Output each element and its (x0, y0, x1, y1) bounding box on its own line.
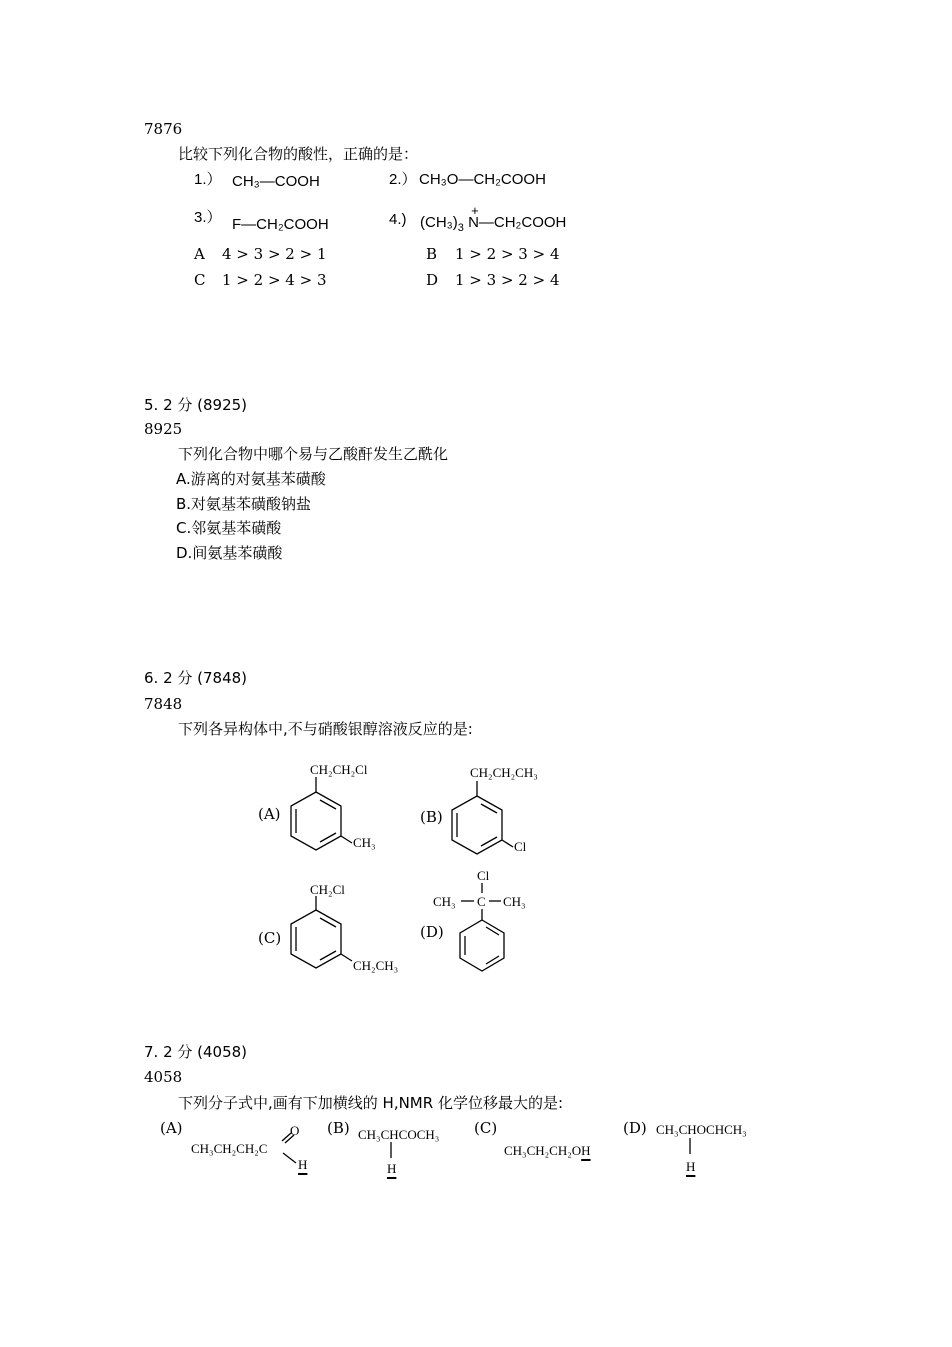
option-b-formula: CH₃CHCOCH₃ (358, 1127, 440, 1142)
option-a: A.游离的对氨基苯磺酸 (176, 470, 326, 488)
structure-a-sub-group: CH₃ (353, 835, 376, 850)
option-b-label: (B) (327, 1119, 350, 1137)
option-d: D.间氨基苯磺酸 (176, 544, 283, 562)
option-a-hydrogen: H (298, 1157, 308, 1172)
structure-d-label: (D) (420, 923, 444, 941)
compound-2-label: 2.） (389, 171, 417, 188)
option-d-letter: D (426, 271, 439, 289)
option-a-oxygen: O (290, 1123, 300, 1138)
structure-b-label: (B) (420, 808, 443, 826)
option-d-formula: CH₃CHOCHCH₃ (656, 1122, 747, 1137)
structure-b-sub-group: Cl (514, 839, 527, 854)
question-code: 7876 (144, 120, 183, 138)
structure-d-right-methyl: CH₃ (503, 894, 526, 909)
question-stem: 下列化合物中哪个易与乙酸酐发生乙酰化 (178, 445, 449, 463)
structure-d-cl: Cl (477, 868, 490, 883)
option-d-label: (D) (623, 1119, 647, 1137)
option-a-letter: A (194, 245, 205, 263)
question-code: 4058 (144, 1068, 183, 1086)
structure-a-label: (A) (258, 805, 281, 823)
question-stem: 下列分子式中,画有下加横线的 H,NMR 化学位移最大的是: (178, 1094, 563, 1112)
question-header: 7. 2 分 (4058) (144, 1043, 248, 1061)
compound-1-formula: CH₃—COOH (232, 173, 320, 190)
option-b-hydrogen: H (387, 1161, 397, 1176)
compound-3-formula: F—CH₂COOH (232, 216, 329, 233)
compound-1-label: 1.） (194, 171, 222, 188)
question-code: 8925 (144, 420, 183, 438)
question-stem: 下列各异构体中,不与硝酸银醇溶液反应的是: (178, 720, 473, 738)
option-c: C.邻氨基苯磺酸 (176, 519, 282, 537)
structure-c-top-group: CH₂Cl (310, 882, 345, 897)
compound-4-charge: + (471, 203, 479, 218)
compound-4-label: 4.) (389, 211, 407, 228)
option-a-formula: CH₃CH₂CH₂C (191, 1141, 268, 1156)
structure-c-label: (C) (258, 929, 282, 947)
structure-d-left-methyl: CH₃ (433, 894, 456, 909)
compound-4-suffix: N—CH₂COOH (468, 214, 567, 231)
option-c-formula-text: CH₃CH₂CH₂O (504, 1143, 582, 1158)
question-code: 7848 (144, 695, 183, 713)
question-header: 5. 2 分 (8925) (144, 396, 248, 414)
option-c-text: 1 > 2 > 4 > 3 (222, 271, 327, 289)
option-d-hydrogen: H (686, 1159, 696, 1174)
structure-c-sub-group: CH₂CH₃ (353, 958, 399, 973)
option-b: B.对氨基苯磺酸钠盐 (176, 495, 312, 513)
option-b-letter: B (426, 245, 438, 263)
compound-2-formula: CH₃O—CH₂COOH (419, 171, 546, 188)
compound-4-subscript: 3 (457, 222, 464, 234)
structure-a-top-group: CH₂CH₂Cl (310, 762, 368, 777)
option-c-hydrogen: H (581, 1143, 591, 1158)
compound-3-label: 3.） (194, 209, 222, 226)
option-a-label: (A) (160, 1119, 183, 1137)
compound-4-prefix: (CH₃) (420, 214, 458, 231)
question-header: 6. 2 分 (7848) (144, 669, 248, 687)
structure-b-top-group: CH₂CH₂CH₃ (470, 765, 538, 780)
option-c-label: (C) (474, 1119, 498, 1137)
question-stem: 比较下列化合物的酸性，正确的是： (178, 145, 419, 163)
structure-d-center-carbon: C (477, 894, 486, 909)
option-b-text: 1 > 2 > 3 > 4 (455, 245, 560, 263)
option-d-text: 1 > 3 > 2 > 4 (455, 271, 560, 289)
option-c-letter: C (194, 271, 206, 289)
option-a-text: 4 > 3 > 2 > 1 (222, 245, 327, 263)
